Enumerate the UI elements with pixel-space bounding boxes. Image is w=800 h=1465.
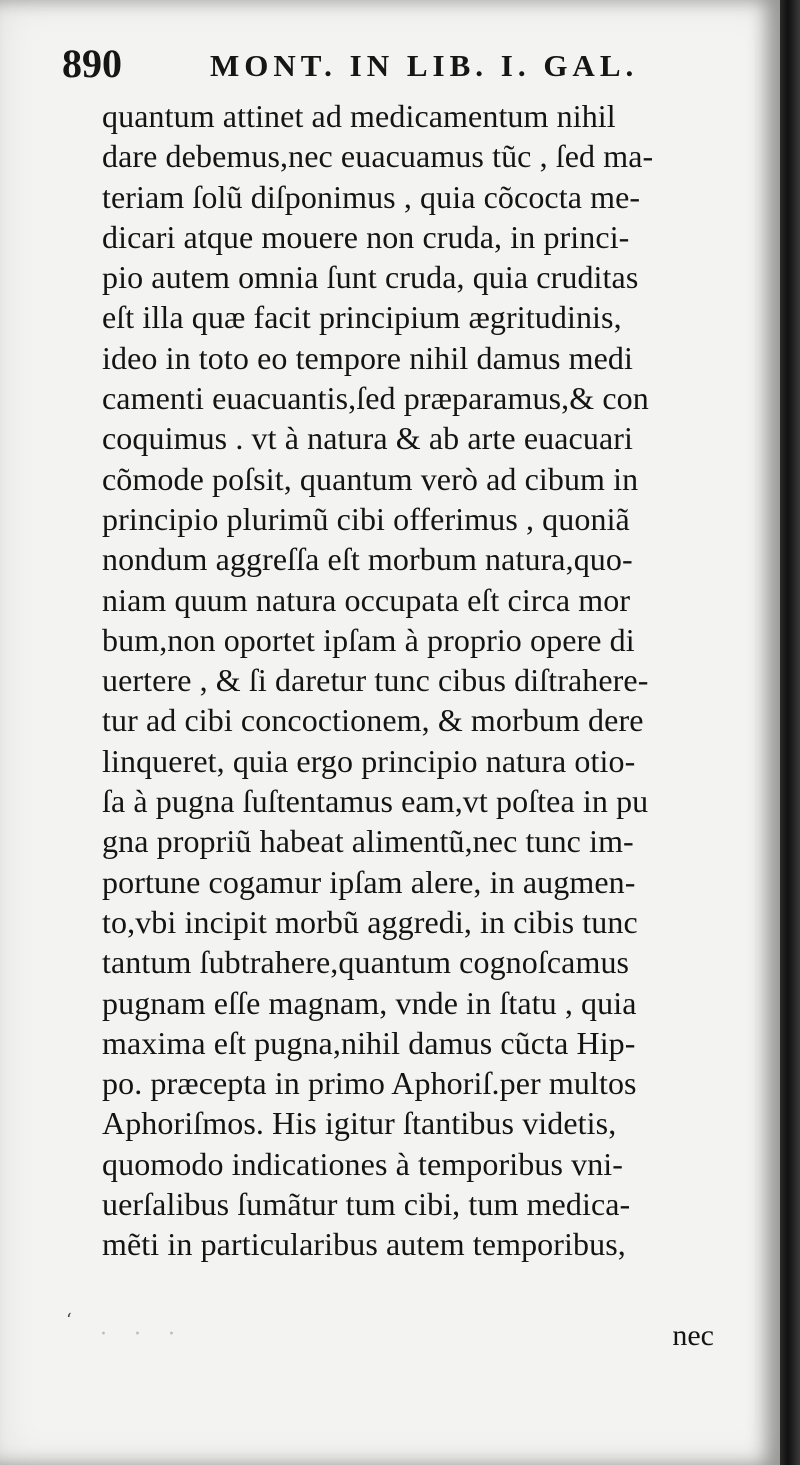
text-line: cõmode poſsit, quantum verò ad cibum in bbox=[102, 460, 639, 497]
text-line: to,vbi incipit morbũ aggredi, in cibis tunc bbox=[102, 903, 638, 940]
text-line: mẽti in particularibus autem temporibus, bbox=[102, 1226, 626, 1263]
text-line: pugnam eſſe magnam, vnde in ſtatu , quia bbox=[102, 984, 637, 1021]
text-line: nondum aggreſſa eſt morbum natura,quo- bbox=[102, 541, 633, 578]
binding-edge bbox=[780, 0, 800, 1465]
text-line: quomodo indicationes à temporibus vni- bbox=[102, 1145, 624, 1182]
text-line: eſt illa quæ facit principium ægritudinis, bbox=[102, 299, 622, 336]
text-line: dicari atque mouere non cruda, in princi- bbox=[102, 218, 630, 255]
text-line: maxima eſt pugna,nihil damus cũcta Hip- bbox=[102, 1024, 636, 1061]
page-number: 890 bbox=[62, 41, 122, 86]
text-line: principio plurimũ cibi offerimus , quoniã bbox=[102, 500, 630, 537]
text-line: portune cogamur ipſam alere, in augmen- bbox=[102, 863, 636, 900]
margin-mark: ‘ bbox=[66, 1310, 72, 1331]
running-head: MONT. IN LIB. I. GAL. bbox=[210, 48, 639, 83]
text-line: niam quum natura occupata eſt circa mor bbox=[102, 581, 631, 618]
text-line: ideo in toto eo tempore nihil damus medi bbox=[102, 339, 634, 376]
text-line: linqueret, quia ergo principio natura otio- bbox=[102, 742, 636, 779]
text-line: uertere , & ſi daretur tunc cibus diſtrahere- bbox=[102, 662, 649, 699]
show-through-ink: · · · bbox=[100, 1322, 185, 1347]
text-line: tantum ſubtrahere,quantum cognoſcamus bbox=[102, 944, 630, 981]
text-line: bum,non oportet ipſam à proprio opere di bbox=[102, 621, 635, 658]
text-line: gna propriũ habeat alimentũ,nec tunc im- bbox=[102, 823, 634, 860]
text-line: teriam ſolũ diſponimus , quia cõcocta me- bbox=[102, 178, 641, 215]
body-text bbox=[102, 96, 742, 1265]
text-line: tur ad cibi concoctionem, & morbum dere bbox=[102, 702, 644, 739]
text-line: dare debemus,nec euacuamus tũc , ſed ma- bbox=[102, 138, 654, 175]
text-line: quantum attinet ad medicamentum nihil bbox=[102, 98, 616, 134]
text-line: uerſalibus ſumãtur tum cibi, tum medica- bbox=[102, 1186, 631, 1223]
text-line: Aphoriſmos. His igitur ſtantibus videtis, bbox=[102, 1105, 617, 1142]
page-header bbox=[62, 38, 682, 90]
catchword: nec bbox=[672, 1319, 714, 1352]
text-line: ſa à pugna ſuſtentamus eam,vt poſtea in pu bbox=[102, 783, 649, 820]
text-line: coquimus . vt à natura & ab arte euacuari bbox=[102, 420, 633, 457]
text-line: po. præcepta in primo Aphoriſ.per multos bbox=[102, 1065, 637, 1102]
text-line: pio autem omnia ſunt cruda, quia cruditas bbox=[102, 259, 639, 296]
text-line: camenti euacuantis,ſed præparamus,& con bbox=[102, 380, 649, 417]
